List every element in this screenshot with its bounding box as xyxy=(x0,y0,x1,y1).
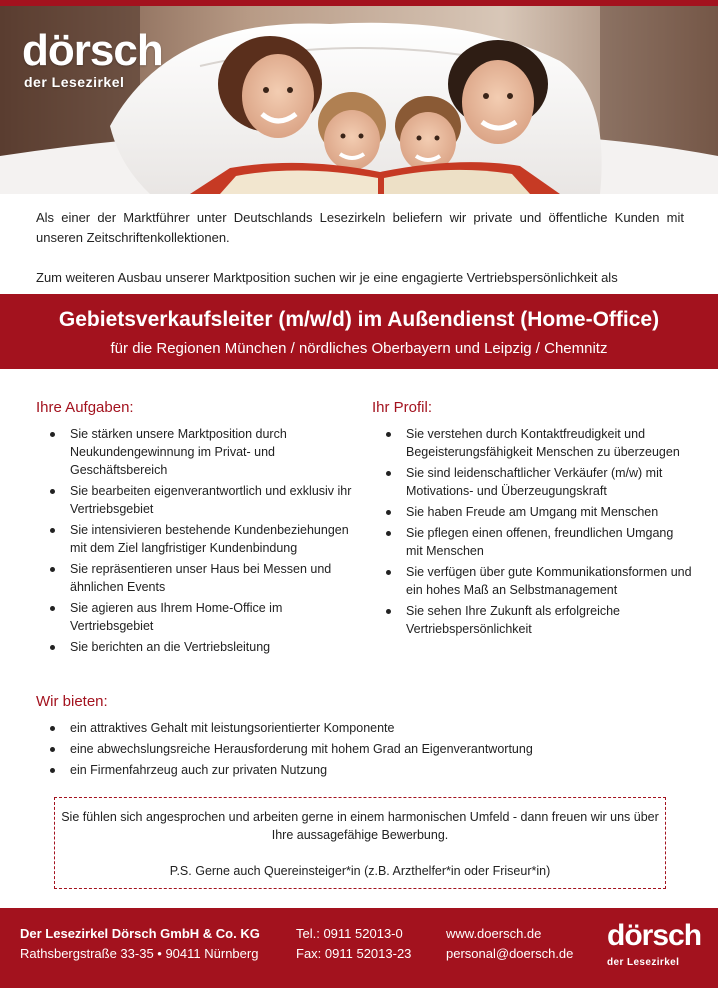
footer-logo-tagline: der Lesezirkel xyxy=(607,957,680,968)
list-item: Sie bearbeiten eigenverantwortlich und exklusiv ihr Vertriebsgebiet xyxy=(36,482,352,518)
profile-section xyxy=(372,398,692,641)
logo-tagline: der Lesezirkel xyxy=(24,74,125,90)
tasks-heading: Ihre Aufgaben: xyxy=(36,399,134,416)
job-title: Gebietsverkaufsleiter (m/w/d) im Außendienst (Home-Office) xyxy=(58,308,660,331)
job-regions: für die Regionen München / nördliches Oberbayern und Leipzig / Chemnitz xyxy=(110,340,608,357)
list-item: ein Firmenfahrzeug auch zur privaten Nutzung xyxy=(36,761,682,779)
list-item: Sie berichten an die Vertriebsleitung xyxy=(36,638,352,656)
list-item: Sie haben Freude am Umgang mit Menschen xyxy=(372,503,692,521)
profile-list xyxy=(372,425,692,638)
brand-logo[interactable] xyxy=(22,28,162,98)
footer-phone-block xyxy=(296,924,411,964)
profile-heading: Ihr Profil: xyxy=(372,399,433,416)
callout-text: Sie fühlen sich angesprochen und arbeiten gerne in einem harmonischen Umfeld - dann freuen wir uns über Ihre aussagefähige Bewerbung. xyxy=(61,810,659,842)
list-item: Sie verfügen über gute Kommunikationsformen und ein hohes Maß an Selbstmanagement xyxy=(372,563,692,599)
tasks-list xyxy=(36,425,352,656)
list-item: Sie intensivieren bestehende Kundenbeziehungen mit dem Ziel langfristiger Kundenbindung xyxy=(36,521,352,557)
tasks-section xyxy=(36,398,352,659)
footer-website-link[interactable]: www.doersch.de xyxy=(446,926,542,941)
list-item: Sie pflegen einen offenen, freundlichen Umgang mit Menschen xyxy=(372,524,692,560)
offer-list xyxy=(36,719,682,779)
intro-text xyxy=(36,208,684,288)
list-item: Sie verstehen durch Kontaktfreudigkeit und Begeisterungsfähigkeit Menschen zu überzeugen xyxy=(372,425,692,461)
list-item: Sie stärken unsere Marktposition durch Neukundengewinnung im Privat- und Geschäftsbereich xyxy=(36,425,352,479)
logo-wordmark: dörsch xyxy=(22,26,163,75)
footer-fax: Fax: 0911 52013-23 xyxy=(296,946,412,961)
intro-paragraph: Zum weiteren Ausbau unserer Marktposition suchen wir je eine engagierte Vertriebspersönlichkeit als xyxy=(36,270,618,285)
list-item: Sie repräsentieren unser Haus bei Messen und ähnlichen Events xyxy=(36,560,352,596)
callout-postscript: P.S. Gerne auch Quereinsteiger*in (z.B. Arzthelfer*in oder Friseur*in) xyxy=(169,864,551,878)
footer-logo-wordmark: dörsch xyxy=(607,919,702,952)
job-title-banner xyxy=(0,294,718,369)
intro-paragraph: Als einer der Marktführer unter Deutschlands Lesezirkeln beliefern wir private und öffentliche Kunden mit unseren Zeitschriftenkollektionen. xyxy=(36,210,684,245)
footer-contact-block xyxy=(446,924,573,964)
offer-section xyxy=(36,692,682,782)
list-item: Sie sehen Ihre Zukunft als erfolgreiche Vertriebspersönlichkeit xyxy=(372,602,692,638)
list-item: Sie agieren aus Ihrem Home-Office im Vertriebsgebiet xyxy=(36,599,352,635)
footer-company-name: Der Lesezirkel Dörsch GmbH & Co. KG xyxy=(20,926,260,941)
footer-email-link[interactable]: personal@doersch.de xyxy=(446,946,574,961)
application-callout xyxy=(54,797,666,889)
hero-image xyxy=(0,6,718,194)
footer-company-block xyxy=(20,924,260,964)
footer-address: Rathsbergstraße 33-35 • 90411 Nürnberg xyxy=(20,946,259,961)
list-item: ein attraktives Gehalt mit leistungsorientierter Komponente xyxy=(36,719,682,737)
list-item: Sie sind leidenschaftlicher Verkäufer (m/w) mit Motivations- und Überzeugungskraft xyxy=(372,464,692,500)
list-item: eine abwechslungsreiche Herausforderung mit hohem Grad an Eigenverantwortung xyxy=(36,740,682,758)
footer-phone[interactable]: Tel.: 0911 52013-0 xyxy=(296,926,403,941)
footer-logo[interactable] xyxy=(607,920,707,976)
footer xyxy=(0,908,718,988)
offer-heading: Wir bieten: xyxy=(36,693,108,710)
